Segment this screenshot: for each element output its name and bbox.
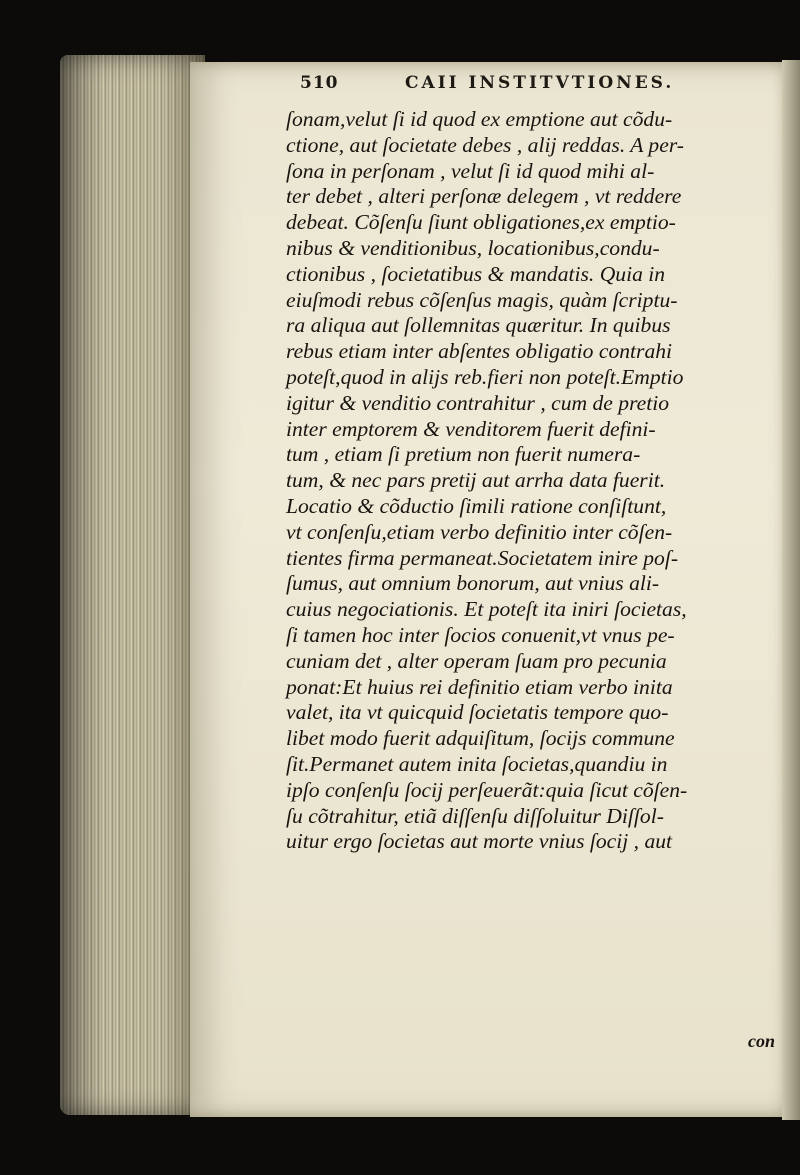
text-line: cuniam det , alter operam ſuam pro pecunia [286, 648, 667, 673]
text-line: ponat:Et huius rei definitio etiam verbo inita [286, 674, 673, 699]
text-line: igitur & venditio contrahitur , cum de pretio [286, 390, 670, 415]
catchword: con [748, 1031, 775, 1051]
fore-edge-shadow [60, 55, 205, 1115]
text-line: ra aliqua aut ſollemnitas quæritur. In quibus [286, 313, 671, 338]
text-line: ſona in perſonam , velut ſi id quod mihi al- [286, 158, 655, 183]
text-line: ſu cõtrahitur, etiã diſſenſu diſſoluitur Diſſol- [286, 803, 664, 828]
text-line: rebus etiam inter abſentes obligatio contrahi [286, 339, 673, 364]
page-header [300, 73, 780, 103]
text-line: vt conſenſu,etiam verbo definitio inter cõſen- [286, 519, 673, 544]
text-line: ipſo conſenſu ſocij perſeuerãt:quia ſicut cõſen- [286, 777, 688, 802]
body-text [286, 107, 786, 855]
text-line: ctionibus , ſocietatibus & mandatis. Quia in [286, 261, 666, 286]
text-line: ſonam,velut ſi id quod ex emptione aut cõdu- [286, 107, 673, 131]
text-line: inter emptorem & venditorem fuerit defini- [286, 416, 656, 441]
text-line: ctione, aut ſocietate debes , alij reddas. A per- [286, 132, 684, 157]
text-line: ſumus, aut omnium bonorum, aut vnius ali- [286, 571, 660, 596]
page-number: 510 [300, 73, 339, 93]
text-line: ſit.Permanet autem inita ſocietas,quandiu in [286, 751, 668, 776]
running-head: CAII INSTITVTIONES. [405, 73, 675, 93]
text-line: tum, & nec pars pretij aut arrha data fuerit. [286, 468, 666, 493]
text-line: poteſt,quod in alijs reb.fieri non poteſt.Emptio [286, 364, 684, 389]
text-line: libet modo fuerit adquiſitum, ſocijs commune [286, 726, 675, 751]
text-line: tientes firma permaneat.Societatem inire poſ- [286, 545, 679, 570]
text-line: uitur ergo ſocietas aut morte vnius ſocij , aut [286, 829, 673, 854]
text-line: ter debet , alteri perſonæ delegem , vt reddere [286, 184, 682, 209]
text-line: debeat. Cõſenſu ſiunt obligationes,ex emptio- [286, 210, 676, 235]
text-line: cuius negociationis. Et poteſt ita iniri ſocietas, [286, 597, 687, 622]
text-line: nibus & venditionibus, locationibus,condu- [286, 235, 660, 260]
text-line: valet, ita vt quicquid ſocietatis tempore quo- [286, 700, 669, 725]
text-line: Locatio & cõductio ſimili ratione conſiſtunt, [286, 493, 667, 518]
text-line: tum , etiam ſi pretium non fuerit numera- [286, 442, 641, 467]
text-line: eiuſmodi rebus cõſenſus magis, quàm ſcriptu- [286, 287, 678, 312]
text-line: ſi tamen hoc inter ſocios conuenit,vt vnus pe- [286, 622, 675, 647]
